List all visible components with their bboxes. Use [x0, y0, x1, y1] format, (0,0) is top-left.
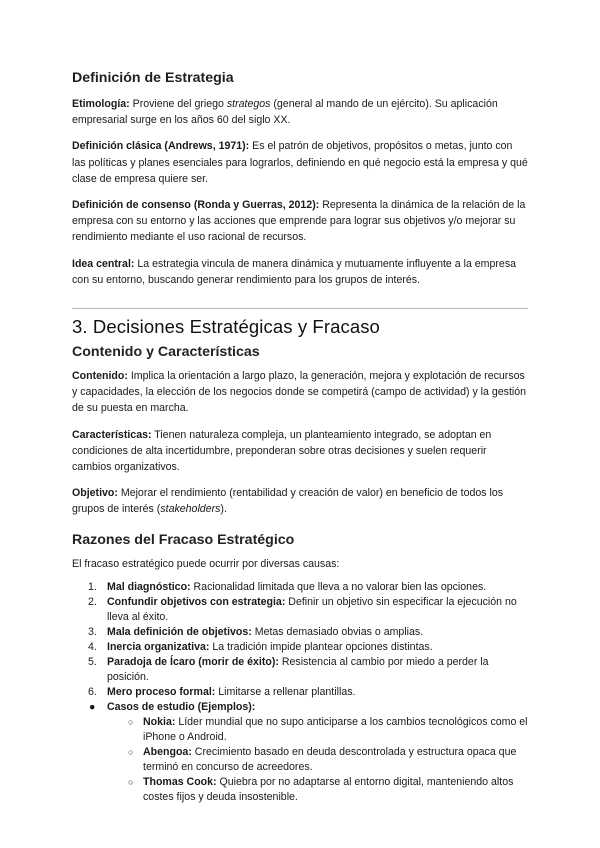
list-item-text: Limitarse a rellenar plantillas.: [215, 685, 356, 698]
label-idea-central: Idea central:: [72, 257, 135, 270]
list-item-text: Racionalidad limitada que lleva a no valorar bien las opciones.: [190, 580, 487, 593]
list-item-text: Definir un objetivo sin especificar la ejecución no lleva al éxito.: [107, 595, 517, 623]
paragraph-definicion-clasica: [72, 138, 528, 187]
paragraph-razones-intro: El fracaso estratégico puede ocurrir por diversas causas:: [72, 557, 340, 570]
list-number: 4.: [88, 640, 97, 653]
text-etimologia-post: (general al mando de un ejército). Su aplicación empresarial surge en los años 60 del siglo XX.: [72, 98, 498, 127]
paragraph-idea-central: [72, 256, 528, 288]
text-contenido: Implica la orientación a largo plazo, la generación, mejora y explotación de recursos y capacidades, la elección de los negocios donde se competirá (campo de actividad) y la gestión de su puesta en marcha.: [72, 370, 527, 415]
bullet-icon: ●: [89, 700, 96, 713]
label-caracteristicas: Características:: [72, 428, 152, 441]
list-item-label: Inercia organizativa:: [107, 640, 210, 653]
list-item-label: Confundir objetivos con estrategia:: [107, 595, 286, 608]
list-item-text: La tradición impide plantear opciones distintas.: [209, 640, 433, 653]
label-definicion-clasica: Definición clásica (Andrews, 1971):: [72, 140, 250, 153]
section-divider: [72, 308, 528, 309]
sub-list-item-text: Crecimiento basado en deuda descontrolada y estructura opaca que terminó en concurso de acreedores.: [143, 745, 517, 773]
subheading-contenido: Contenido y Características: [72, 344, 260, 361]
paragraph-contenido: [72, 368, 528, 417]
paragraph-etimologia: [72, 96, 528, 128]
list-item: [72, 640, 528, 655]
list-item: [72, 685, 528, 700]
list-number: 3.: [88, 625, 97, 638]
list-item-casos: [72, 700, 528, 715]
section-heading-decisiones: 3. Decisiones Estratégicas y Fracaso: [72, 316, 380, 338]
subheading-razones: Razones del Fracaso Estratégico: [72, 531, 295, 548]
list-item: [72, 580, 528, 595]
sub-list-item: [72, 775, 528, 805]
list-number: 5.: [88, 655, 97, 668]
sub-list-item-text: Quiebra por no adaptarse al entorno digital, manteniendo altos costes fijos y deuda insostenible.: [143, 775, 514, 803]
text-definicion-consenso: Representa la dinámica de la relación de la empresa con su entorno y las acciones que emprende para lograr sus objetivos y/o mejorar su rendimiento mediante el uso racional de recursos.: [72, 199, 526, 244]
sub-list-item-label: Abengoa:: [143, 745, 192, 758]
list-number: 6.: [88, 685, 97, 698]
list-item-text: Resistencia al cambio por miedo a perder la posición.: [107, 655, 489, 683]
sub-list-item-text: Líder mundial que no supo anticiparse a los cambios tecnológicos como el iPhone o Android.: [143, 715, 528, 743]
circle-bullet-icon: ○: [128, 746, 134, 757]
text-caracteristicas: Tienen naturaleza compleja, un planteamiento integrado, se adoptan en condiciones de alta incertidumbre, preponderan sobre otras decisiones y suelen requerir cambios organizativos.: [72, 428, 492, 474]
text-etimologia-em: strategos: [226, 98, 271, 110]
paragraph-objetivo: [72, 485, 528, 517]
text-idea-central: La estrategia vincula de manera dinámica y mutuamente influyente a la empresa con su entorno, buscando generar rendimiento para los grupos de interés.: [72, 257, 517, 286]
causes-list: [72, 580, 528, 805]
label-etimologia: Etimología:: [72, 98, 130, 110]
list-item: [72, 625, 528, 640]
list-item: [72, 595, 528, 625]
list-item: [72, 655, 528, 685]
paragraph-caracteristicas: [72, 427, 528, 476]
paragraph-definicion-consenso: [72, 197, 528, 246]
list-item-text: Metas demasiado obvias o amplias.: [251, 625, 424, 638]
section-title-definicion: Definición de Estrategia: [72, 70, 234, 86]
list-item-label: Casos de estudio (Ejemplos):: [107, 700, 256, 713]
text-objetivo-pre: Mejorar el rendimiento (rentabilidad y creación de valor) en beneficio de todos los grupos de interés (: [72, 487, 504, 516]
list-item-label: Mero proceso formal:: [107, 685, 216, 698]
text-objetivo-post: ).: [220, 503, 227, 516]
list-item-label: Mal diagnóstico:: [107, 580, 191, 593]
sub-list-item-label: Thomas Cook:: [143, 775, 217, 788]
list-number: 1.: [88, 580, 97, 593]
text-etimologia-pre: Proviene del griego: [129, 98, 227, 110]
label-contenido: Contenido:: [72, 370, 128, 383]
text-definicion-clasica: Es el patrón de objetivos, propósitos o metas, junto con las políticas y planes esenciales para lograrlos, definiendo en qué negocio está la empresa y qué clase de empresa quiere ser.: [72, 140, 528, 185]
circle-bullet-icon: ○: [128, 716, 134, 727]
label-definicion-consenso: Definición de consenso (Ronda y Guerras, 2012):: [72, 199, 320, 212]
sub-list-item: [72, 745, 528, 775]
circle-bullet-icon: ○: [128, 776, 134, 787]
list-number: 2.: [88, 595, 97, 608]
list-item-label: Mala definición de objetivos:: [107, 625, 252, 638]
sub-list-item: [72, 715, 528, 745]
sub-list-item-label: Nokia:: [143, 715, 176, 728]
list-item-label: Paradoja de Ícaro (morir de éxito):: [107, 655, 279, 668]
label-objetivo: Objetivo:: [72, 487, 118, 500]
text-objetivo-em: stakeholders: [160, 503, 221, 516]
